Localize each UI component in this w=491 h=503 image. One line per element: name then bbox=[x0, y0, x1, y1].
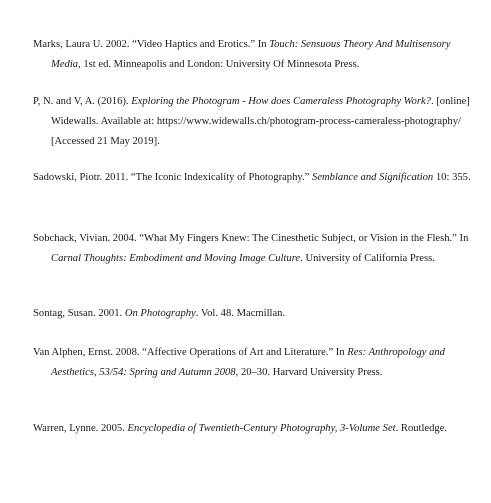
reference-text: , 20–30. Harvard University Press. bbox=[235, 367, 383, 378]
reference-title: Touch: Sensuous Theory And Multisensory Media bbox=[51, 39, 451, 70]
reference-text: Sontag, Susan. 2001. bbox=[33, 308, 125, 319]
reference-text: . [online] Widewalls. Available at: https://www.widewalls.ch/photogram-process-cameraless-photography/ [Accessed 21 May 2019]. bbox=[51, 96, 470, 147]
reference-entry-warren bbox=[33, 420, 481, 437]
reference-text: Van Alphen, Ernst. 2008. “Affective Operations of Art and Literature.” In bbox=[33, 347, 348, 358]
reference-entry-pnv bbox=[33, 92, 481, 152]
reference-entry-sontag bbox=[33, 304, 481, 324]
reference-title: Exploring the Photogram - How does Cameraless Photography Work? bbox=[131, 96, 431, 107]
reference-entry-sadowski bbox=[33, 168, 481, 188]
reference-title: Res: Anthropology and Aesthetics, 53/54: Spring and Autumn 2008 bbox=[51, 347, 445, 378]
reference-title: Carnal Thoughts: Embodiment and Moving Image Culture bbox=[51, 253, 301, 264]
reference-entry-sobchack bbox=[33, 229, 481, 269]
reference-text: Marks, Laura U. 2002. “Video Haptics and Erotics.” In bbox=[33, 39, 270, 50]
reference-text: Warren, Lynne. 2005. bbox=[33, 423, 128, 434]
reference-text: Sadowski, Piotr. 2011. “The Iconic Indexicality of Photography.” bbox=[33, 172, 313, 183]
reference-text: , 1st ed. Minneapolis and London: University Of Minnesota Press. bbox=[78, 59, 360, 70]
reference-entry-vanalphen bbox=[33, 343, 481, 383]
reference-title: Encyclopedia of Twentieth-Century Photography, 3-Volume Set bbox=[127, 423, 396, 434]
reference-entry-marks bbox=[33, 35, 481, 75]
reference-text: Sobchack, Vivian. 2004. “What My Fingers Knew: The Cinesthetic Subject, or Vision in the Flesh.” In bbox=[33, 233, 469, 244]
reference-text: 10: 355. bbox=[433, 172, 471, 183]
reference-title: Semblance and Signification bbox=[312, 172, 434, 183]
reference-text: P, N. and V, A. (2016). bbox=[33, 96, 132, 107]
reference-text: . Vol. 48. Macmillan. bbox=[195, 308, 286, 319]
reference-text: . University of California Press. bbox=[300, 253, 435, 264]
reference-title: On Photography bbox=[124, 308, 196, 319]
reference-text: . Routledge. bbox=[395, 423, 448, 434]
